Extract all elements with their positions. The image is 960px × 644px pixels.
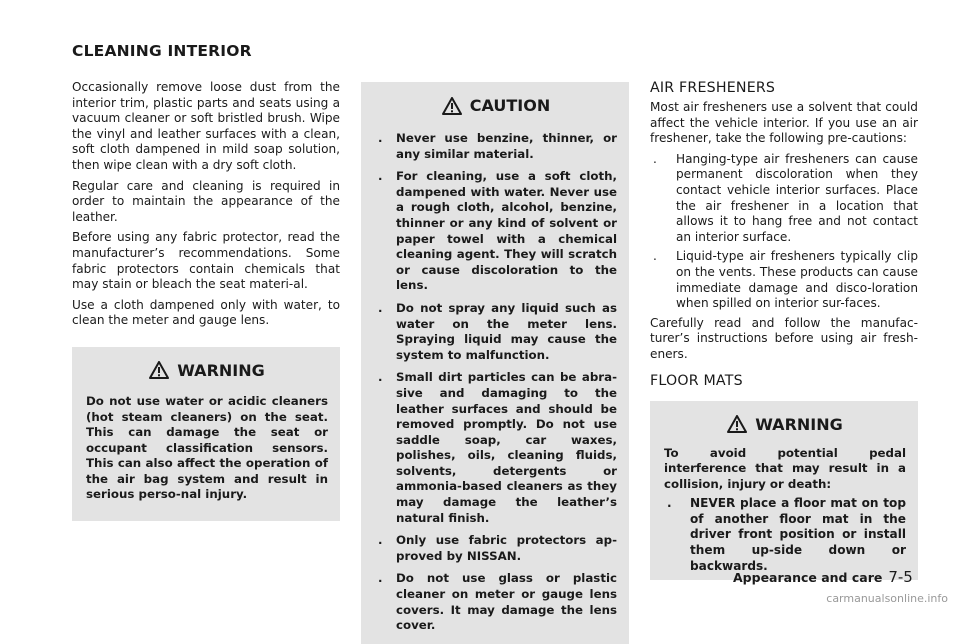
caution-item: . Do not use glass or plastic cleaner on meter or gauge lens covers. It may damage the lens cover. [378,571,617,633]
warning-title [664,415,906,434]
caution-item: . Small dirt particles can be abra-sive and damaging to the leather surfaces and should be removed promptly. Do not use saddle soap, car waxes, polishes, oils, cleaning fluids, solvents, detergents or ammonia-based cleaners as they may damage the leather’s natural finish. [378,370,617,525]
watermark: carmanualsonline.info [826,592,948,605]
warning-triangle-icon [442,97,462,115]
floor-mat-warning-list [664,496,906,574]
list-item: . NEVER place a floor mat on top of another floor mat in the driver front position or install them up-side down or backwards. [667,496,906,573]
section-heading-air-fresheners: AIR FRESHENERS [650,80,776,96]
warning-text: Do not use water or acidic cleaners (hot steam cleaners) on the seat. This can damage the seat or occupant classification sensors. This can also affect the operation of the air bag system and result in serious perso-nal injury. [86,393,328,502]
list-item: . Hanging-type air fresheners can cause permanent discoloration when they contact vehicle interior surfaces. Place the air freshener in a location that allows it to hang free and not contact an interior surface. [653,151,918,244]
warning-triangle-icon [149,361,169,379]
section-heading-floor-mats: FLOOR MATS [650,372,743,389]
paragraph: Use a cloth dampened only with water, to clean the meter and gauge lens. [72,297,340,328]
warning-text: To avoid potential pedal interference that may result in a collision, injury or death: [664,445,906,491]
warning-triangle-icon [727,415,747,433]
caution-box [361,82,629,644]
paragraph: Before using any fabric protector, read the manufacturer’s recommendations. Some fabric protectors contain chemicals that may stain or bleach the seat materi-al. [72,230,340,292]
paragraph: Occasionally remove loose dust from the interior trim, plastic parts and seats using a vacuum cleaner or soft bristled brush. Wipe the vinyl and leather surfaces with a clean, soft cloth dampened in mild soap solution, then wipe clean with a dry soft cloth. [72,80,340,172]
column-left [72,80,340,521]
paragraph: Most air fresheners use a solvent that could affect the vehicle interior. If you use an air freshener, take the following pre-cautions: [650,100,918,146]
paragraph: Regular care and cleaning is required in order to maintain the appearance of the leather. [72,178,340,224]
column-middle [361,82,629,644]
caution-item: . Do not spray any liquid such as water on the meter lens. Spraying liquid may cause the system to malfunction. [378,300,617,362]
caution-title [375,96,617,115]
caution-list [375,131,617,634]
caution-item: . Only use fabric protectors ap-proved by NISSAN. [378,533,617,563]
footer-section: Appearance and care [733,570,883,585]
caution-title-text: CAUTION [469,96,551,115]
paragraph: Carefully read and follow the manufac-turer’s instructions before using air fresh-eners. [650,315,918,361]
page-heading: CLEANING INTERIOR [72,42,252,60]
warning-box-floor-mats [650,401,918,581]
page-number: 7-5 [888,568,913,586]
warning-box-seat [72,347,340,521]
warning-title-text: WARNING [755,414,843,434]
list-item: . Liquid-type air fresheners typically clip on the vents. These products can cause immediate damage and disco-loration when spilled on interior sur-faces. [653,249,918,311]
warning-title [86,361,328,380]
page-footer [733,568,913,586]
column-right [650,80,918,580]
air-freshener-list [650,152,918,312]
caution-item: . For cleaning, use a soft cloth, dampened with water. Never use a rough cloth, alcohol, benzine, thinner or any kind of solvent or paper towel with a chemical cleaning agent. They will scratch or cause discoloration to the lens. [378,169,617,293]
caution-item: . Never use benzine, thinner, or any similar material. [378,131,617,161]
warning-title-text: WARNING [177,360,265,380]
